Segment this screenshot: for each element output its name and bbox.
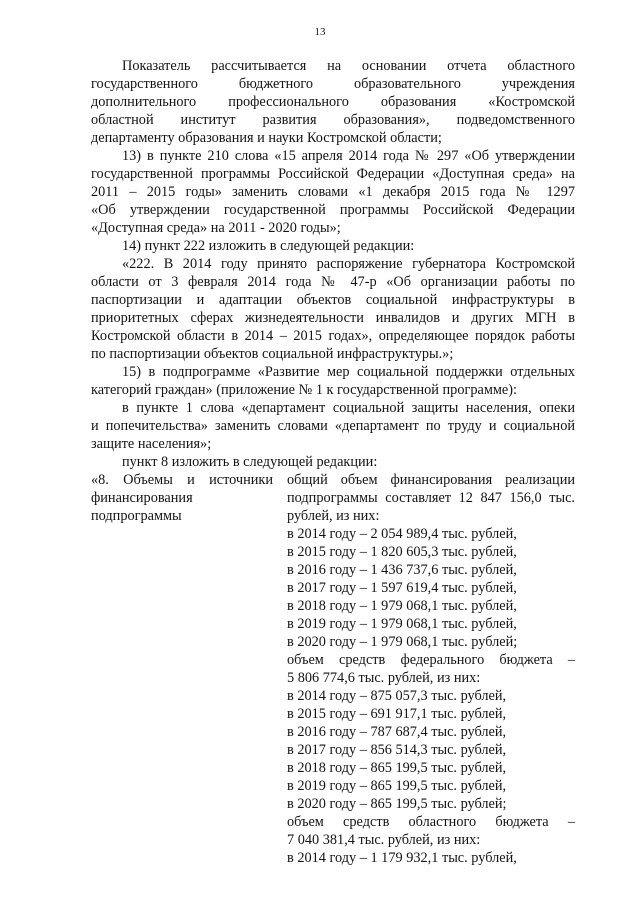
table-value-line: общий объем финансирования реализации — [287, 472, 575, 488]
table-value-line: объем средств федерального бюджета – — [287, 652, 575, 668]
text-line: паспортизации и адаптации объектов социальной инфраструктуры в — [91, 292, 575, 308]
table-value-line: в 2017 году – 1 597 619,4 тыс. рублей, — [287, 580, 517, 596]
table-value-line: в 2020 году – 865 199,5 тыс. рублей; — [287, 796, 507, 812]
text-line: государственного бюджетного образовательного учреждения — [91, 76, 575, 92]
table-value-line: в 2016 году – 787 687,4 тыс. рублей, — [287, 724, 507, 740]
text-line: и попечительства» заменить словами «департамент по труду и социальной — [91, 418, 575, 434]
table-value-line: объем средств областного бюджета – — [287, 814, 575, 830]
text-line: Показатель рассчитывается на основании отчета областного — [122, 58, 575, 74]
table-label-line: финансирования — [91, 490, 193, 506]
text-line: пункт 8 изложить в следующей редакции: — [122, 454, 378, 470]
text-line: 15) в подпрограмме «Развитие мер социальной поддержки отдельных — [122, 364, 575, 380]
table-value-line: в 2015 году – 1 820 605,3 тыс. рублей, — [287, 544, 517, 560]
table-value-line: в 2018 году – 1 979 068,1 тыс. рублей, — [287, 598, 517, 614]
table-label-line: подпрограммы — [91, 508, 182, 524]
text-line: категорий граждан» (приложение № 1 к государственной программе): — [91, 382, 518, 398]
table-value-line: подпрограммы составляет 12 847 156,0 тыс. — [287, 490, 575, 506]
table-value-line: в 2014 году – 2 054 989,4 тыс. рублей, — [287, 526, 517, 542]
table-value-line: в 2016 году – 1 436 737,6 тыс. рублей, — [287, 562, 517, 578]
table-value-line: в 2014 году – 875 057,3 тыс. рублей, — [287, 688, 507, 704]
text-line: 2011 – 2015 годы» заменить словами «1 декабря 2015 года № 1297 — [91, 184, 575, 200]
table-value-line: в 2020 году – 1 979 068,1 тыс. рублей; — [287, 634, 518, 650]
text-line: 14) пункт 222 изложить в следующей редакции: — [122, 238, 415, 254]
text-line: «Об утверждении государственной программы Российской Федерации — [91, 202, 575, 218]
text-line: приоритетных сферах жизнедеятельности инвалидов и других МГН в — [91, 310, 575, 326]
table-value-line: рублей, из них: — [287, 508, 380, 524]
text-line: государственной программы Российской Федерации «Доступная среда» на — [91, 166, 575, 182]
table-value-line: в 2019 году – 865 199,5 тыс. рублей, — [287, 778, 507, 794]
text-line: Костромской области в 2014 – 2015 годах», определяющее порядок работы — [91, 328, 575, 344]
table-value-line: в 2017 году – 856 514,3 тыс. рублей, — [287, 742, 507, 758]
table-value-line: в 2018 году – 865 199,5 тыс. рублей, — [287, 760, 507, 776]
table-value-line: в 2015 году – 691 917,1 тыс. рублей, — [287, 706, 507, 722]
table-value-line: 5 806 774,6 тыс. рублей, из них: — [287, 670, 481, 686]
text-line: в пункте 1 слова «департамент социальной защиты населения, опеки — [122, 400, 575, 416]
text-line: дополнительного профессионального образования «Костромской — [91, 94, 575, 110]
table-value-line: в 2019 году – 1 979 068,1 тыс. рублей, — [287, 616, 517, 632]
text-line: «Доступная среда» на 2011 - 2020 годы»; — [91, 220, 341, 236]
table-label-line: «8. Объемы и источники — [91, 472, 273, 488]
table-value-line: в 2014 году – 1 179 932,1 тыс. рублей, — [287, 850, 517, 866]
text-line: областной институт развития образования», подведомственного — [91, 112, 575, 128]
text-line: по паспортизации объектов социальной инфраструктуры.»; — [91, 346, 454, 362]
table-value-line: 7 040 381,4 тыс. рублей, из них: — [287, 832, 481, 848]
text-line: департаменту образования и науки Костромской области; — [91, 130, 442, 146]
page-number: 13 — [314, 26, 326, 38]
text-line: «222. В 2014 году принято распоряжение губернатора Костромской — [122, 256, 575, 272]
text-line: 13) в пункте 210 слова «15 апреля 2014 года № 297 «Об утверждении — [122, 148, 575, 164]
text-line: защите населения»; — [91, 436, 212, 452]
text-line: области от 3 февраля 2014 года № 47-р «Об организации работы по — [91, 274, 575, 290]
